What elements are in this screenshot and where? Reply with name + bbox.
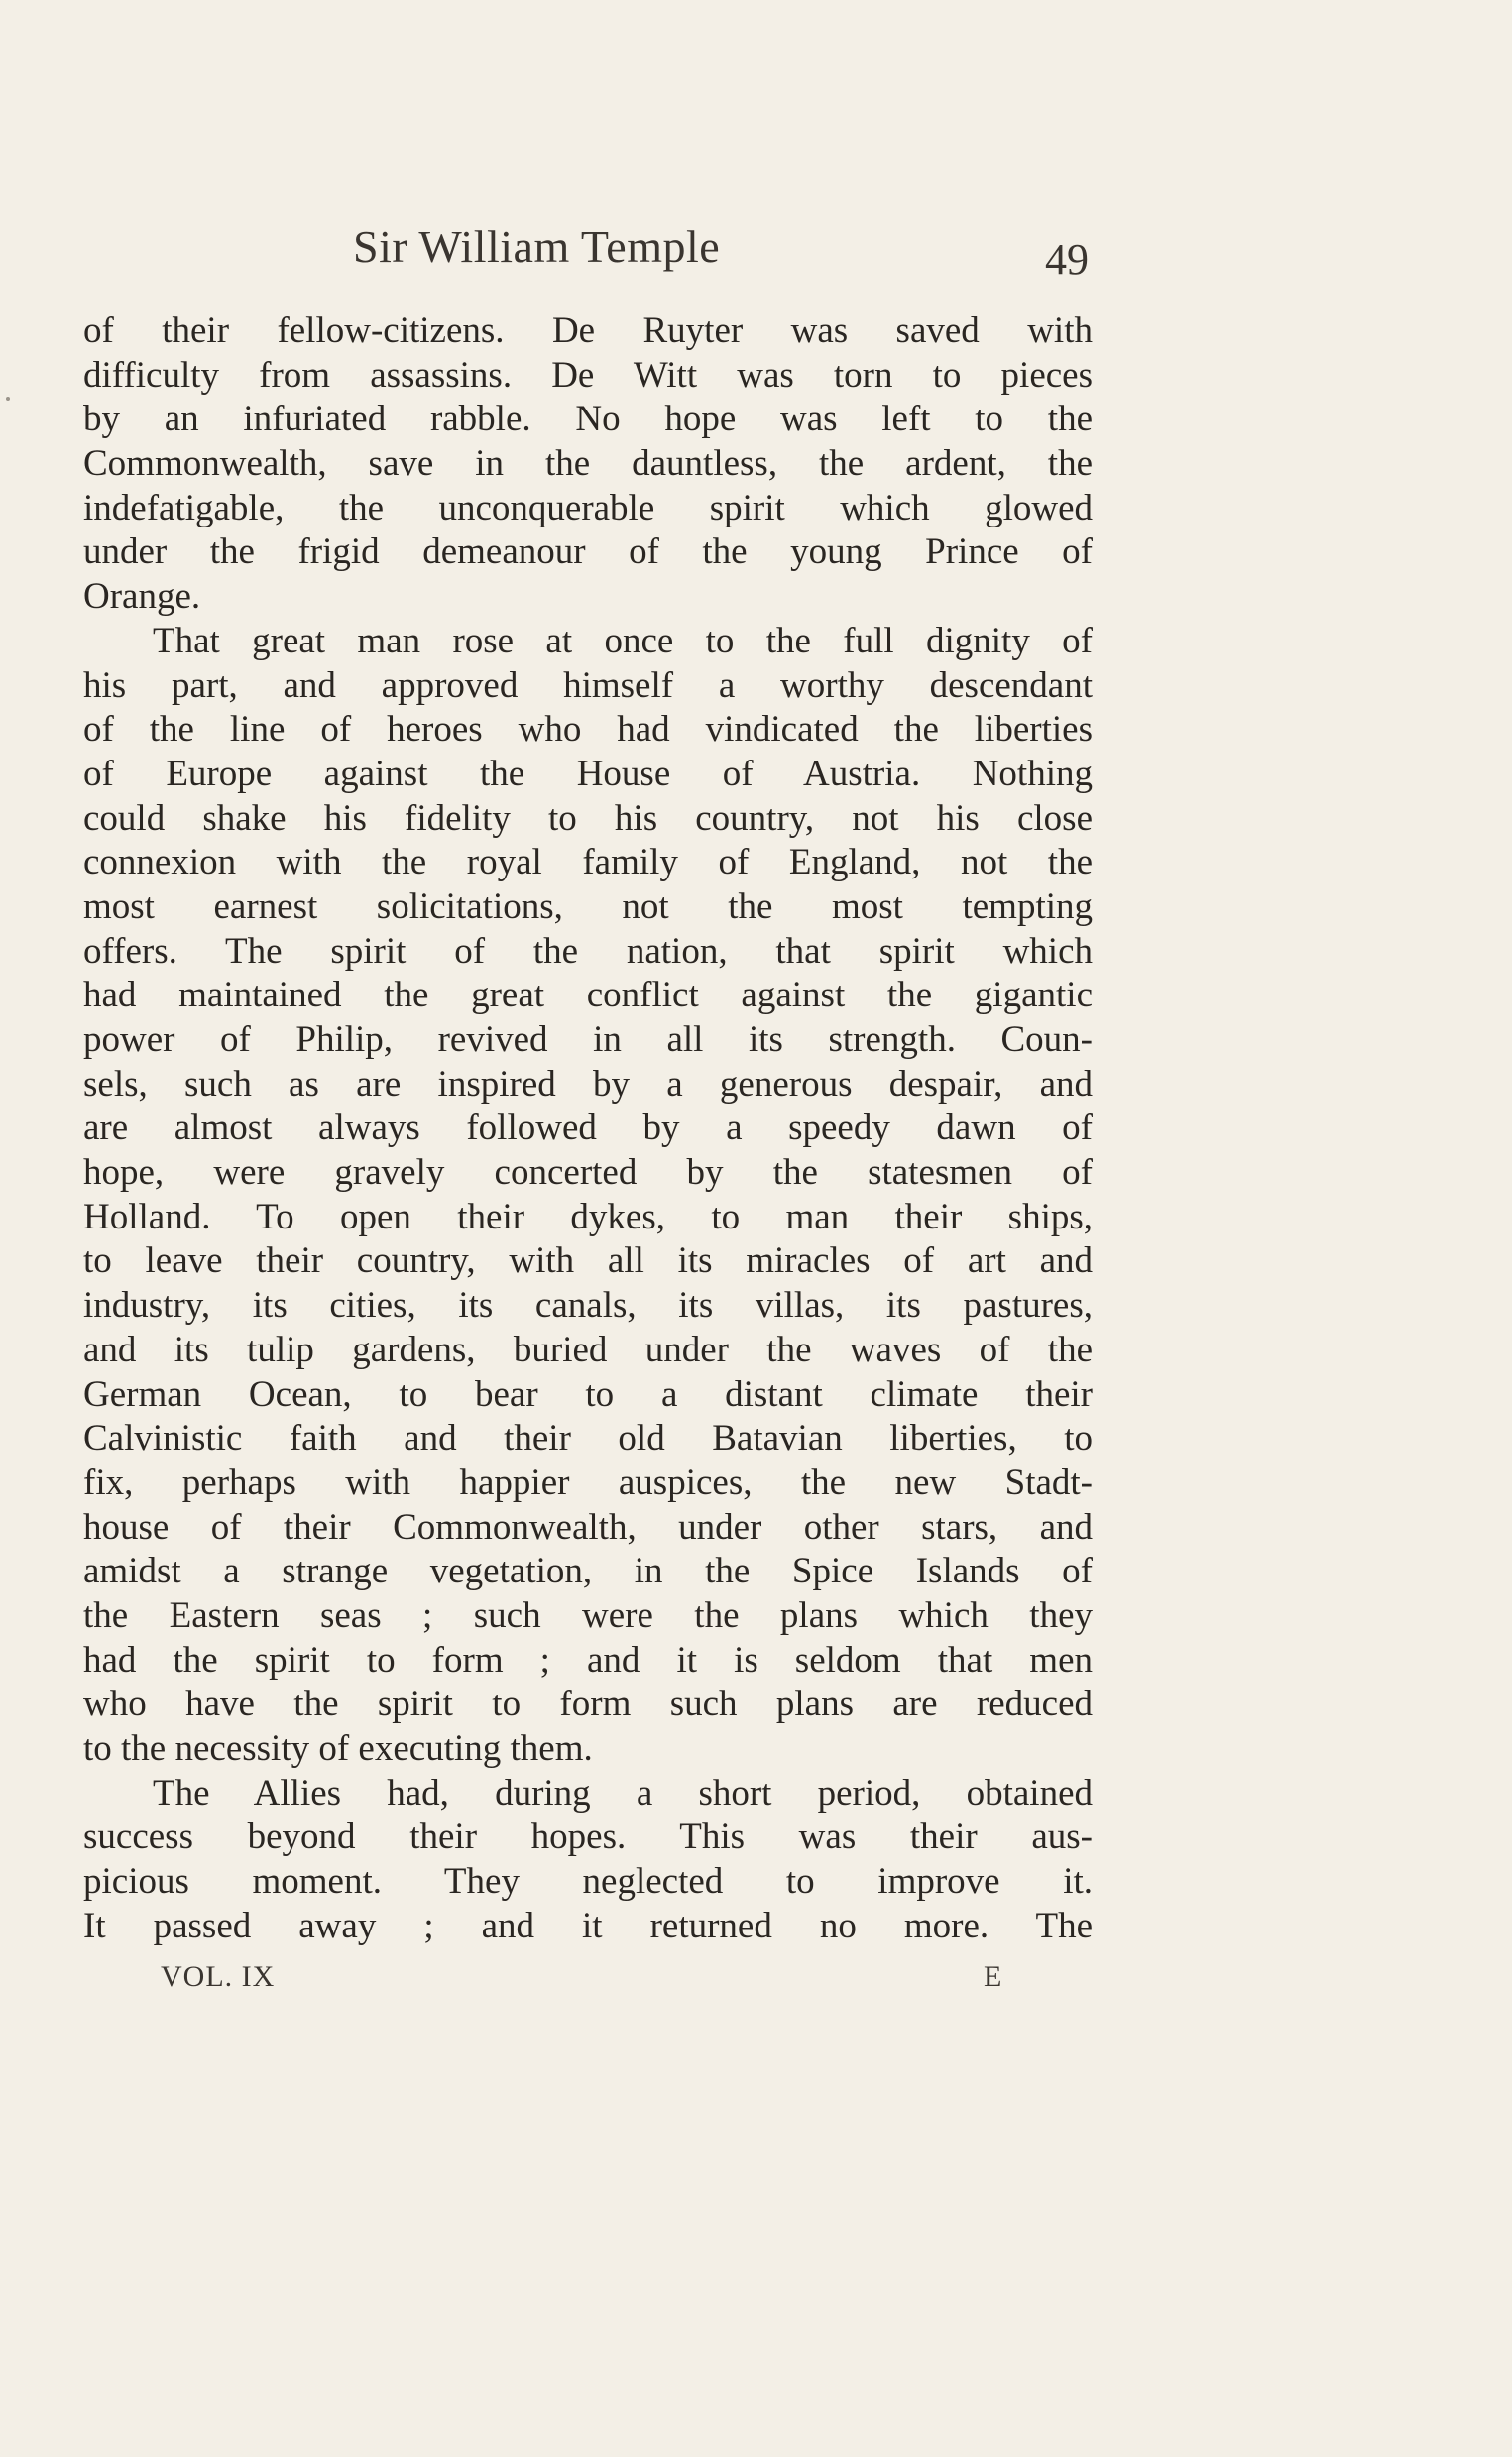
text-line: sels, such as are inspired by a generous despair, and [83,1063,1093,1105]
text-line: Commonwealth, save in the dauntless, the ardent, the [83,443,1093,485]
text-line: of the line of heroes who had vindicated the liberties [83,709,1093,751]
text-line: indefatigable, the unconquerable spirit which glowed [83,487,1093,528]
text-line: hope, were gravely concerted by the statesmen of [83,1152,1093,1194]
paragraph-start-line: That great man rose at once to the full dignity of [153,620,1093,661]
text-line: house of their Commonwealth, under other stars, and [83,1506,1093,1548]
text-line: to the necessity of executing them. [83,1728,593,1769]
signature-mark: E [984,1960,1002,1993]
text-line: picious moment. They neglected to improve it. [83,1861,1093,1903]
paper-speck [6,397,10,401]
text-line: difficulty from assassins. De Witt was torn to pieces [83,354,1093,396]
text-line: Holland. To open their dykes, to man their ships, [83,1196,1093,1237]
text-line: who have the spirit to form such plans are reduced [83,1684,1093,1725]
text-line: are almost always followed by a speedy dawn of [83,1108,1093,1149]
text-line: Orange. [83,576,201,618]
text-line: by an infuriated rabble. No hope was left to the [83,399,1093,440]
page-footer [83,1960,1093,2000]
page-number: 49 [1045,235,1089,284]
text-line: industry, its cities, its canals, its villas, its pastures, [83,1285,1093,1327]
text-line: the Eastern seas ; such were the plans which they [83,1594,1093,1636]
text-line: could shake his fidelity to his country, not his close [83,797,1093,839]
text-line: had the spirit to form ; and it is seldom that men [83,1639,1093,1681]
text-line: connexion with the royal family of England, not the [83,842,1093,883]
text-line: most earnest solicitations, not the most tempting [83,885,1093,927]
text-line: amidst a strange vegetation, in the Spice Islands of [83,1551,1093,1592]
text-line: Calvinistic faith and their old Batavian liberties, to [83,1418,1093,1460]
text-line: under the frigid demeanour of the young Prince of [83,531,1093,573]
text-line: to leave their country, with all its miracles of art and [83,1240,1093,1282]
text-line: It passed away ; and it returned no more. The [83,1905,1093,1946]
paragraph-start-line: The Allies had, during a short period, obtained [153,1772,1093,1814]
text-line: had maintained the great conflict against the gigantic [83,975,1093,1016]
running-title: Sir William Temple [353,221,721,272]
body-text [83,309,1093,1948]
text-line: and its tulip gardens, buried under the waves of the [83,1329,1093,1370]
volume-signature: VOL. IX [161,1960,276,1993]
text-line: offers. The spirit of the nation, that spirit which [83,930,1093,972]
text-line: of Europe against the House of Austria. Nothing [83,753,1093,794]
text-line: of their fellow-citizens. De Ruyter was saved with [83,310,1093,351]
text-line: his part, and approved himself a worthy descendant [83,664,1093,706]
text-line: power of Philip, revived in all its strength. Coun- [83,1019,1093,1060]
text-line: fix, perhaps with happier auspices, the new Stadt- [83,1462,1093,1503]
text-line: success beyond their hopes. This was their aus- [83,1816,1093,1858]
text-line: German Ocean, to bear to a distant climate their [83,1373,1093,1415]
running-head [83,220,1095,290]
